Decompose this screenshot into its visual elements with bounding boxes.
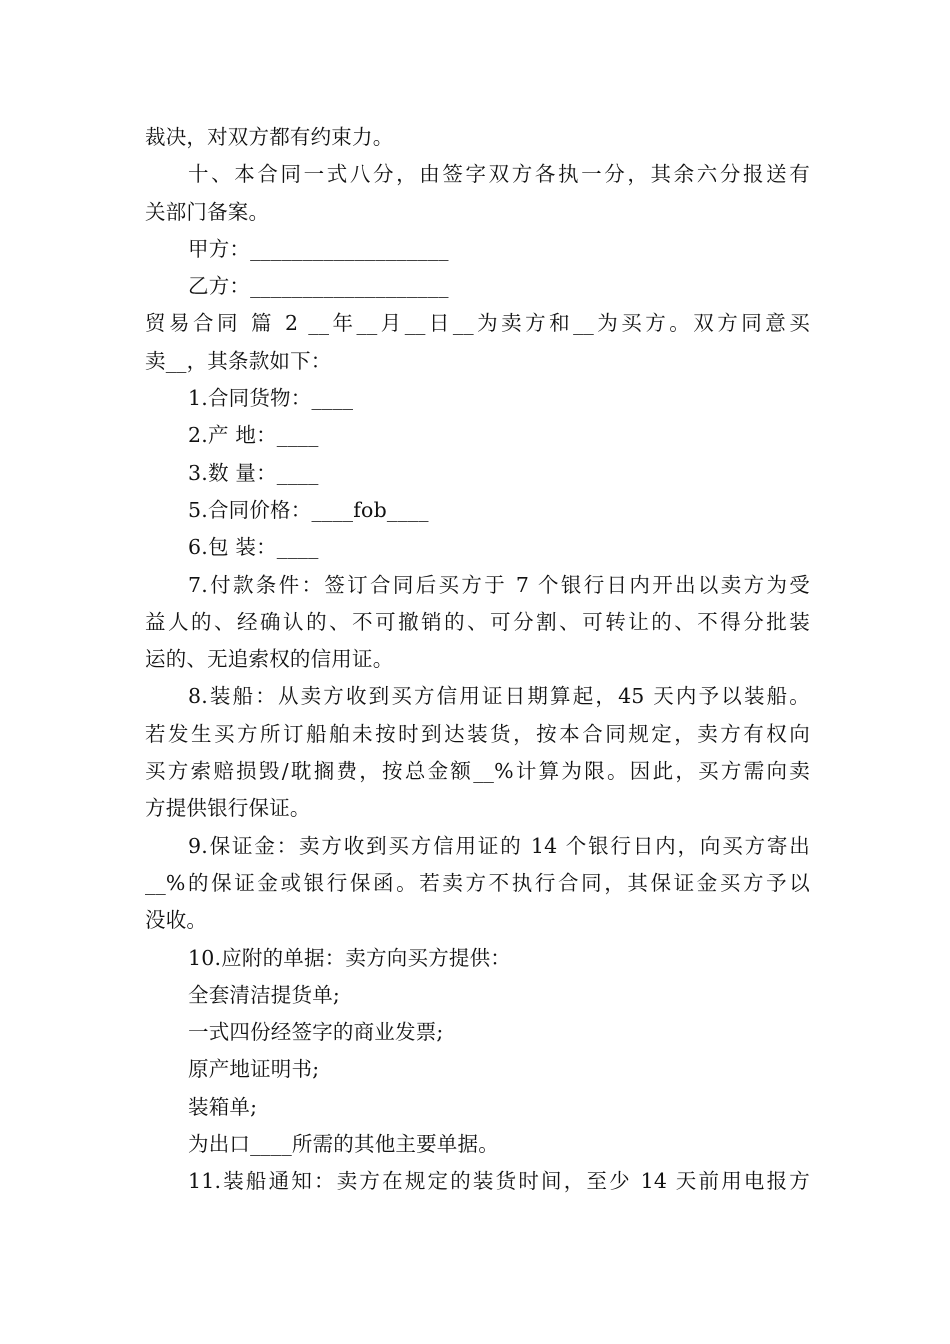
document-line: 9.保证金：卖方收到买方信用证的 14 个银行日内，向买方寄出 <box>188 833 810 858</box>
document-line: __%的保证金或银行保函。若卖方不执行合同，其保证金买方予以 <box>145 870 810 895</box>
document-line: 乙方：___________________ <box>188 274 449 299</box>
document-line: 为出口____所需的其他主要单据。 <box>188 1132 499 1157</box>
document-line: 5.合同价格：____fob____ <box>188 497 429 522</box>
document-line: 关部门备案。 <box>145 199 270 224</box>
document-line: 裁决，对双方都有约束力。 <box>145 125 394 149</box>
document-line: 没收。 <box>145 908 208 933</box>
document-line: 十、本合同一式八分，由签字双方各执一分，其余六分报送有 <box>188 162 810 187</box>
document-line: 方提供银行保证。 <box>145 796 311 821</box>
document-line: 8.装船：从卖方收到买方信用证日期算起，45 天内予以装船。 <box>188 684 810 709</box>
document-line: 10.应附的单据：卖方向买方提供： <box>188 945 512 970</box>
document-line: 卖__，其条款如下： <box>145 348 332 373</box>
document-line: 3.数 量：____ <box>188 460 319 485</box>
document-line: 若发生买方所订船舶未按时到达装货，按本合同规定，卖方有权向 <box>145 721 810 746</box>
document-line: 一式四份经签字的商业发票; <box>188 1020 444 1045</box>
document-line: 运的、无追索权的信用证。 <box>145 647 394 672</box>
document-line: 2.产 地：____ <box>188 423 319 448</box>
document-line: 原产地证明书; <box>188 1057 320 1082</box>
document-line: 6.包 装：____ <box>188 535 319 560</box>
document-line: 11.装船通知：卖方在规定的装货时间，至少 14 天前用电报方 <box>188 1169 810 1194</box>
document-line: 甲方：___________________ <box>188 236 449 261</box>
document-line: 贸易合同 篇 2 __年__月__日__为卖方和__为买方。双方同意买 <box>145 311 810 336</box>
document-line: 全套清洁提货单; <box>188 982 341 1007</box>
document-line: 1.合同货物：____ <box>188 386 354 411</box>
document-line: 买方索赔损毁/耽搁费，按总金额__%计算为限。因此，买方需向卖 <box>145 759 810 784</box>
document-line: 7.付款条件：签订合同后买方于 7 个银行日内开出以卖方为受 <box>188 572 810 597</box>
document-line: 益人的、经确认的、不可撤销的、可分割、可转让的、不得分批装 <box>145 609 810 634</box>
document-line: 装箱单; <box>188 1094 258 1119</box>
document-body <box>145 119 810 1201</box>
